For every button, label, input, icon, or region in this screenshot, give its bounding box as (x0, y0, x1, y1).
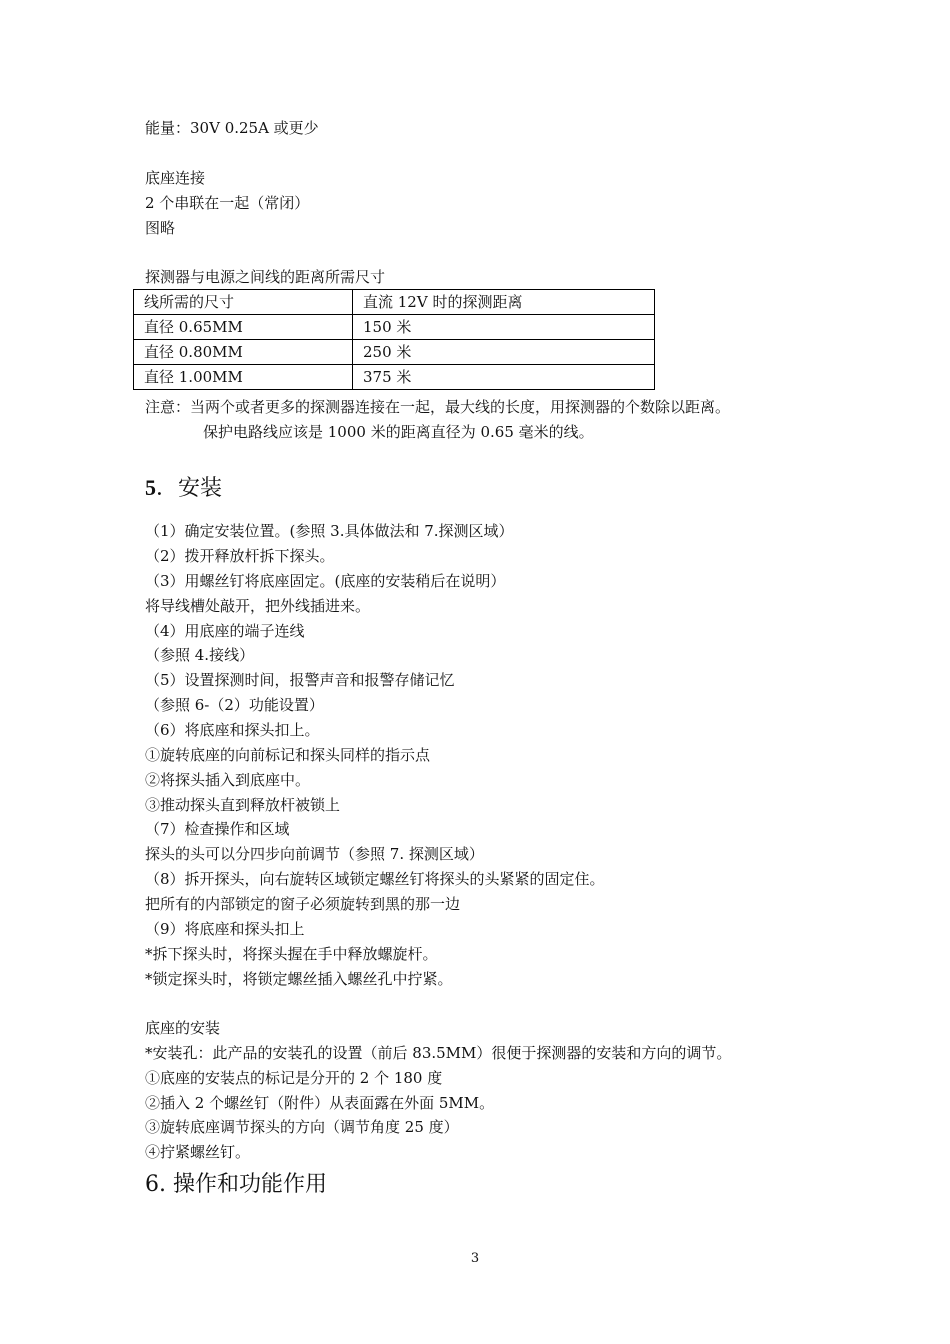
table-row (134, 315, 655, 340)
table-cell: 250 米 (353, 340, 655, 365)
install-step: （2）拨开释放杆拆下探头。 (145, 547, 335, 565)
table-row (134, 340, 655, 365)
install-step: （参照 4.接线） (145, 646, 255, 664)
install-step: *锁定探头时，将锁定螺丝插入螺丝孔中拧紧。 (145, 970, 453, 988)
base-install-line: *安装孔：此产品的安装孔的设置（前后 83.5MM）很便于探测器的安装和方向的调节。 (145, 1044, 732, 1062)
install-step: ③推动探头直到释放杆被锁上 (145, 796, 341, 814)
page-number: 3 (470, 1251, 480, 1266)
table-cell: 150 米 (353, 315, 655, 340)
install-step: 探头的头可以分四步向前调节（参照 7. 探测区域） (145, 845, 484, 863)
note-line-1: 注意：当两个或者更多的探测器连接在一起，最大线的长度，用探测器的个数除以距离。 (145, 398, 731, 416)
install-step: （6）将底座和探头扣上。 (145, 721, 320, 739)
install-step: 把所有的内部锁定的窗子必须旋转到黑的那一边 (145, 895, 461, 913)
install-step: （3）用螺丝钉将底座固定。(底座的安装稍后在说明） (145, 572, 506, 590)
table-header-cell: 线所需的尺寸 (134, 290, 353, 315)
base-install-line: ①底座的安装点的标记是分开的 2 个 180 度 (145, 1069, 443, 1087)
energy-spec: 能量：30V 0.25A 或更少 (145, 119, 319, 137)
install-step: （8）拆开探头，向右旋转区域锁定螺丝钉将探头的头紧紧的固定住。 (145, 870, 605, 888)
note-line-2: 保护电路线应该是 1000 米的距离直径为 0.65 毫米的线。 (203, 423, 594, 441)
section-5-heading (145, 474, 222, 503)
install-step: （1）确定安装位置。(参照 3.具体做法和 7.探测区域） (145, 522, 514, 540)
base-install-line: ④拧紧螺丝钉。 (145, 1143, 251, 1161)
install-step: ②将探头插入到底座中。 (145, 771, 311, 789)
base-install-line: ②插入 2 个螺丝钉（附件）从表面露在外面 5MM。 (145, 1094, 495, 1112)
table-header-cell: 直流 12V 时的探测距离 (353, 290, 655, 315)
wire-size-table (133, 289, 655, 390)
install-step: （4）用底座的端子连线 (145, 622, 305, 640)
install-step: 将导线槽处敲开，把外线插进来。 (145, 597, 371, 615)
base-connection-line: 2 个串联在一起（常闭） (145, 194, 310, 212)
base-install-line: ③旋转底座调节探头的方向（调节角度 25 度） (145, 1118, 459, 1136)
table-cell: 375 米 (353, 365, 655, 390)
install-step: ①旋转底座的向前标记和探头同样的指示点 (145, 746, 431, 764)
table-cell: 直径 1.00MM (134, 365, 353, 390)
table-cell: 直径 0.65MM (134, 315, 353, 340)
install-step: （7）检查操作和区域 (145, 820, 290, 838)
section-5-title: ．安装 (156, 476, 223, 501)
table-header-row (134, 290, 655, 315)
table-cell: 直径 0.80MM (134, 340, 353, 365)
base-connection-figure-note: 图略 (145, 219, 176, 237)
base-install-title: 底座的安装 (145, 1019, 221, 1037)
table-row (134, 365, 655, 390)
install-step: （5）设置探测时间，报警声音和报警存储记忆 (145, 671, 455, 689)
section-6-heading: 6. 操作和功能作用 (145, 1172, 327, 1197)
install-step: （9）将底座和探头扣上 (145, 920, 305, 938)
section-5-number: 5 (145, 475, 156, 500)
base-connection-title: 底座连接 (145, 169, 206, 187)
install-step: *拆下探头时，将探头握在手中释放螺旋杆。 (145, 945, 438, 963)
wire-table-caption: 探测器与电源之间线的距离所需尺寸 (145, 268, 386, 286)
install-step: （参照 6-（2）功能设置） (145, 696, 324, 714)
